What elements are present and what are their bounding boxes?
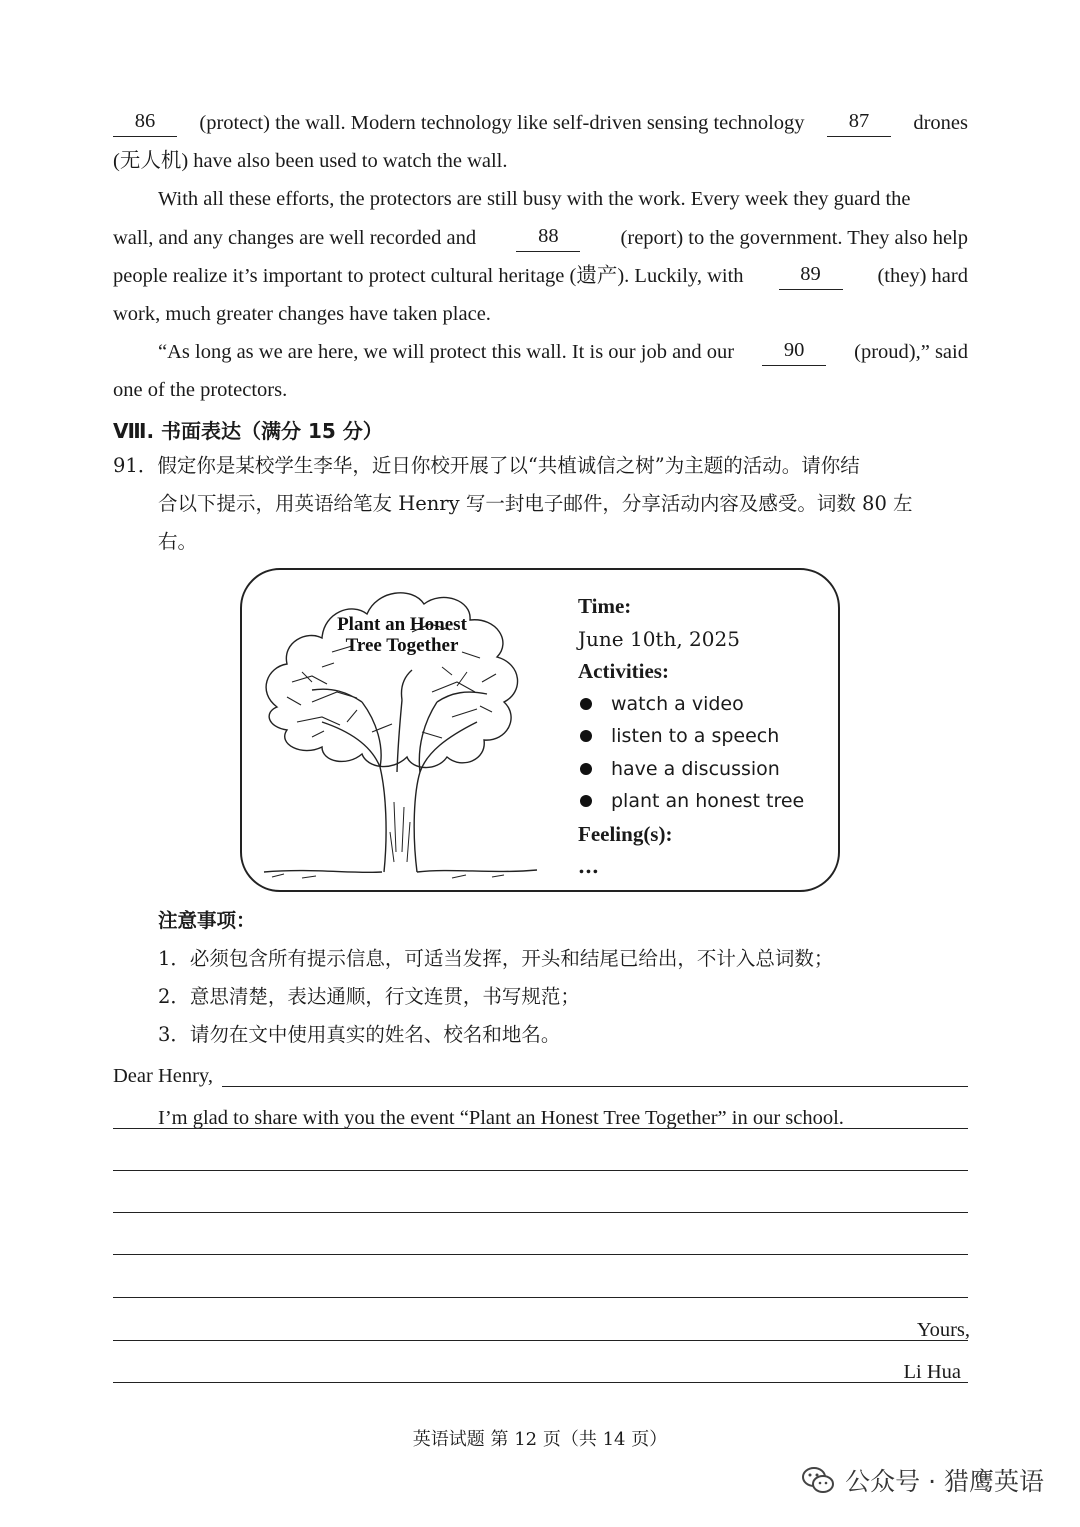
answer-line: [222, 1086, 968, 1087]
answer-line: [113, 1297, 968, 1298]
blank-86: 86: [113, 109, 177, 137]
blank-90: 90: [762, 338, 826, 366]
activity-text: have a discussion: [611, 757, 780, 780]
letter-signature: Li Hua: [903, 1361, 961, 1383]
activity-item: [578, 785, 804, 818]
tree-caption-line-2: Tree Together: [345, 635, 459, 656]
feelings-value: ...: [578, 854, 599, 878]
passage-text: drones: [913, 112, 968, 134]
passage-text: “As long as we are here, we will protect this wall. It is our job and our: [158, 341, 735, 363]
passage-line-5: [113, 262, 968, 290]
passage-text: people realize it’s important to protect cultural heritage (遗产). Luckily, with: [113, 265, 744, 287]
passage-text: (report) to the government. They also help: [620, 227, 968, 249]
activities-label: Activities:: [578, 659, 669, 683]
event-info: [578, 590, 804, 883]
note-item: 2．意思清楚，表达通顺，行文连贯，书写规范；: [158, 985, 580, 1008]
activity-item: [578, 753, 804, 786]
wechat-icon: [801, 1465, 835, 1495]
passage-line-3: With all these efforts, the protectors are still busy with the work. Every week they guard the: [158, 188, 911, 210]
letter-closing: Yours,: [916, 1319, 970, 1341]
answer-line: [113, 1382, 968, 1383]
note-item: 1．必须包含所有提示信息，可适当发挥，开头和结尾已给出，不计入总词数；: [158, 947, 834, 970]
activities-list: [578, 688, 804, 818]
activity-item: [578, 688, 804, 721]
blank-89: 89: [779, 262, 843, 290]
passage-line-2: (无人机) have also been used to watch the wall.: [113, 150, 508, 172]
question-line: 91．假定你是某校学生李华，近日你校开展了以“共植诚信之树”为主题的活动。请你结: [113, 454, 860, 477]
bullet-icon: [580, 763, 592, 775]
answer-line: [113, 1254, 968, 1255]
notes: [158, 902, 833, 1054]
activity-text: watch a video: [611, 692, 744, 715]
activity-text: listen to a speech: [611, 725, 780, 747]
page-footer: 英语试题 第 12 页（共 14 页）: [412, 1429, 668, 1450]
question-91: [113, 447, 968, 561]
passage-text: wall, and any changes are well recorded and: [113, 227, 477, 249]
passage-line-8: one of the protectors.: [113, 379, 288, 401]
bullet-icon: [580, 698, 592, 710]
passage-text: (they) hard: [877, 265, 968, 287]
bullet-icon: [580, 730, 592, 742]
watermark: [801, 1462, 1044, 1498]
time-value: June 10th, 2025: [578, 626, 740, 651]
passage-text: (protect) the wall. Modern technology like self-driven sensing technology: [199, 112, 805, 134]
answer-line: [113, 1128, 968, 1129]
tree-illustration: [252, 572, 542, 890]
note-item: 3．请勿在文中使用真实的姓名、校名和地名。: [158, 1023, 561, 1046]
question-line: 合以下提示，用英语给笔友 Henry 写一封电子邮件，分享活动内容及感受。词数 80 左: [158, 492, 913, 515]
activity-item: [578, 720, 804, 753]
question-line: 右。: [158, 530, 198, 553]
time-label: Time:: [578, 594, 632, 618]
passage-line-6: work, much greater changes have taken place.: [113, 303, 491, 325]
answer-line: [113, 1212, 968, 1213]
blank-87: 87: [827, 109, 891, 137]
section-heading: Ⅷ. 书面表达（满分 15 分）: [113, 419, 383, 443]
passage-line-7: [158, 338, 968, 366]
blank-88: 88: [516, 224, 580, 252]
passage-line-4: [113, 224, 968, 252]
prompt-card: [240, 568, 840, 892]
answer-line: [113, 1170, 968, 1171]
bullet-icon: [580, 795, 592, 807]
watermark-text: 公众号 · 猎鹰英语: [845, 1467, 1044, 1496]
passage-text: (proud),” said: [854, 341, 968, 363]
tree-caption-line-1: Plant an Honest: [337, 614, 467, 635]
answer-line: [113, 1340, 968, 1341]
feelings-label: Feeling(s):: [578, 821, 673, 846]
notes-title: 注意事项：: [158, 909, 256, 932]
letter-opening: I’m glad to share with you the event “Plant an Honest Tree Together” in our school.: [158, 1107, 844, 1129]
letter-greeting: Dear Henry,: [113, 1065, 213, 1087]
activity-text: plant an honest tree: [611, 790, 805, 812]
passage-line-1: [113, 109, 968, 137]
